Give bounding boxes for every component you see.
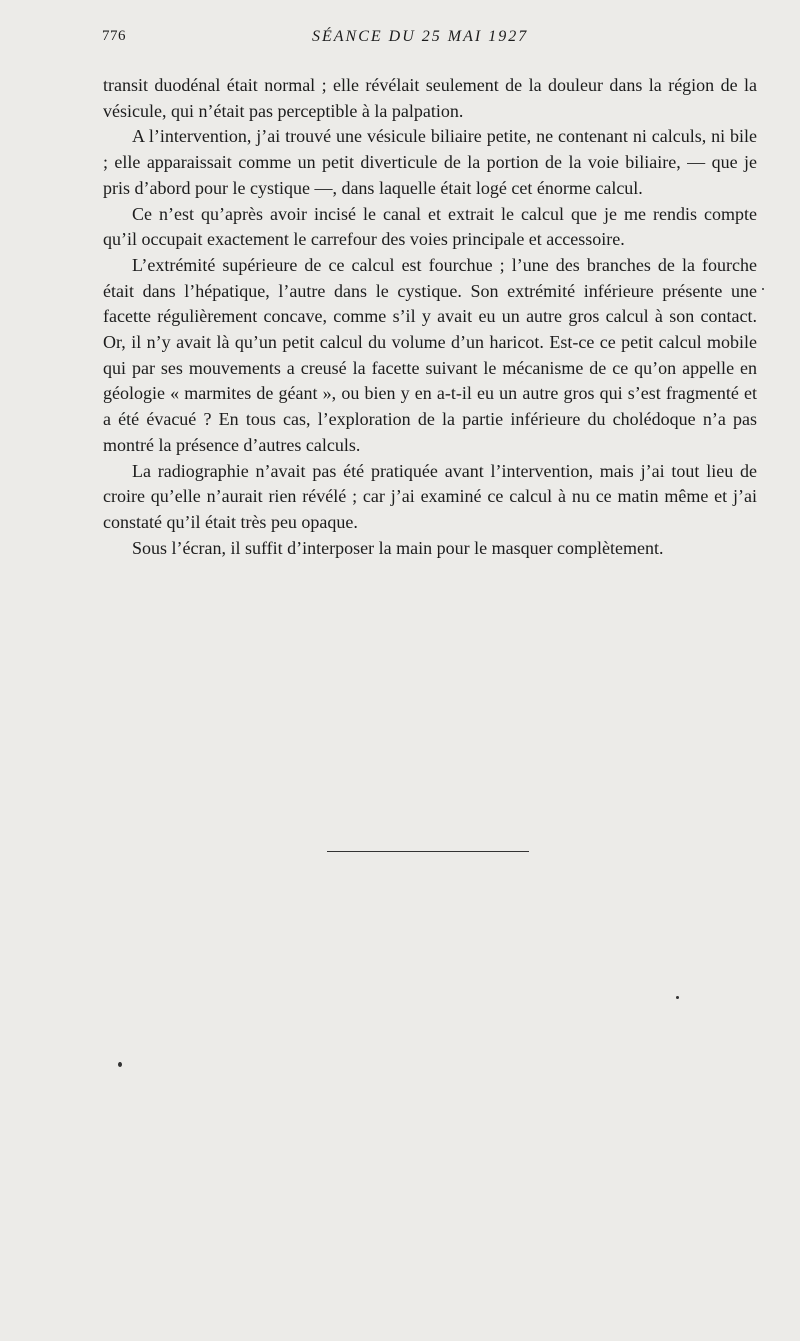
section-end-rule bbox=[327, 851, 529, 852]
page-number: 776 bbox=[102, 28, 126, 44]
ink-speck bbox=[762, 288, 764, 290]
paragraph-screen: Sous l’écran, il suffit d’interposer la main pour le masquer complètement. bbox=[132, 537, 664, 558]
paragraph-intervention: A l’intervention, j’ai trouvé une vésicule biliaire petite, ne contenant ni calculs, ni bile ; elle apparaissait comme un petit diverticule de la portion de la voie biliaire, — que je pris d’abord pour le cystique —, dans laquelle était logé cet énorme calcul. bbox=[103, 126, 757, 198]
ink-speck bbox=[676, 996, 679, 999]
paragraph-extremity: L’extrémité supérieure de ce calcul est fourchue ; l’une des branches de la fourche était dans l’hépatique, l’autre dans le cystique. Son extrémité inférieure présente une facette régulièrement concave, comme s’il y avait eu un autre gros calcul à son contact. Or, il n’y avait là qu’un petit calcul du volume d’un haricot. Est-ce ce petit calcul mobile qui par ses mouvements a creusé la facette suivant le mécanisme de ce qu’on appelle en géologie « marmites de géant », ou bien y en a-t-il eu un autre gros qui s’est fragmenté et a été évacué ? En tous cas, l’exploration de la partie inférieure du cholédoque n’a pas montré la présence d’autres calculs. bbox=[103, 254, 757, 455]
ink-speck bbox=[118, 1062, 122, 1067]
body-text bbox=[103, 73, 757, 561]
running-head: SÉANCE DU 25 MAI 1927 bbox=[312, 28, 529, 45]
paragraph-radiography: La radiographie n’avait pas été pratiquée avant l’intervention, mais j’ai tout lieu de croire qu’elle n’aurait rien révélé ; car j’ai examiné ce calcul à nu ce matin même et j’ai constaté qu’il était très peu opaque. bbox=[103, 460, 757, 532]
paragraph-incision: Ce n’est qu’après avoir incisé le canal et extrait le calcul que je me rendis compte qu’il occupait exactement le carrefour des voies principale et accessoire. bbox=[103, 203, 757, 250]
paragraph-continued: transit duodénal était normal ; elle révélait seulement de la douleur dans la région de la vésicule, qui n’était pas perceptible à la palpation. bbox=[103, 75, 757, 121]
page-header bbox=[102, 28, 757, 52]
